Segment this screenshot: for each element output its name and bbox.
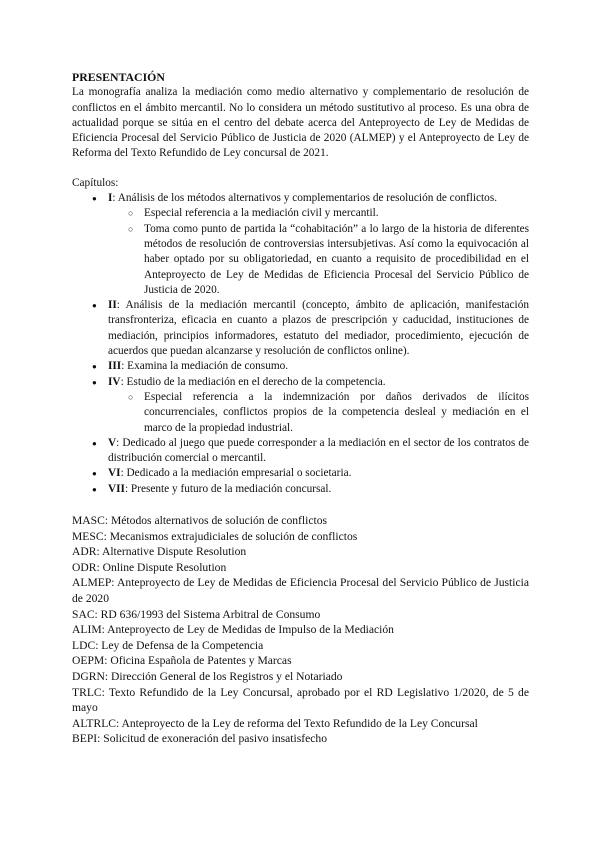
abbreviation-entry: TRLC: Texto Refundido de la Ley Concursal, aprobado por el RD Legislativo 1/2020, de 5 de mayo xyxy=(72,685,529,715)
chapter-text: : Análisis de la mediación mercantil (concepto, ámbito de aplicación, manifestación transfronteriza, eficacia en cuanto a plazos de prescripción y caducidad, instituciones de mediación, principios informadores, estatuto del mediador, procedimiento, ejecución de acuerdos que puedan alcanzarse y resolución de conflictos online). xyxy=(108,299,529,358)
chapter-text: : Examina la mediación de consumo. xyxy=(121,360,289,373)
chapter-number: I xyxy=(108,192,113,205)
chapters-list xyxy=(72,191,529,497)
abbreviation-entry: LDC: Ley de Defensa de la Competencia xyxy=(72,638,264,652)
chapters-heading: Capítulos: xyxy=(72,176,119,189)
chapter-number: VII xyxy=(108,482,125,495)
chapter-number: VI xyxy=(108,467,121,480)
intro-paragraph: La monografía analiza la mediación como medio alternativo y complementario de resolución de conflictos en el ámbito mercantil. No lo considera un método sustitutivo al proceso. Es una obra de actualidad porque se sitúa en el centro del debate acerca del Anteproyecto de Ley de Medidas de Eficiencia Procesal del Servicio Público de Justicia de 2020 (ALMEP) y el Anteproyecto de Ley de Reforma del Texto Refundido de Ley concursal de 2021. xyxy=(72,86,529,160)
chapter-item xyxy=(72,482,529,497)
chapter-text: : Análisis de los métodos alternativos y complementarios de resolución de conflictos. xyxy=(112,192,498,205)
abbreviation-entry: ALTRLC: Anteproyecto de la Ley de reforma del Texto Refundido de la Ley Concursal xyxy=(72,716,478,730)
chapter-number: II xyxy=(108,299,117,312)
abbreviations-list xyxy=(72,513,529,747)
chapter-subitem: ○ Especial referencia a la mediación civil y mercantil. xyxy=(108,206,529,221)
abbreviation-entry: ODR: Online Dispute Resolution xyxy=(72,560,227,574)
chapter-item xyxy=(72,375,529,436)
chapter-sublist xyxy=(108,390,529,436)
abbreviation-entry: ALIM: Anteproyecto de Ley de Medidas de Impulso de la Mediación xyxy=(72,623,394,637)
abbreviation-entry: MASC: Métodos alternativos de solución de conflictos xyxy=(72,514,328,528)
document-page xyxy=(72,70,529,747)
abbreviation-entry: ADR: Alternative Dispute Resolution xyxy=(72,545,247,559)
chapter-sublist xyxy=(108,206,529,298)
spacer xyxy=(72,162,529,176)
chapter-subitem: ○ Toma como punto de partida la “cohabitación” a lo largo de la historia de diferentes métodos de resolución de controversias intersubjetivas. Así como la equivocación al haber optado por su obligatoriedad, en cuanto a requisito de procedibilidad en el Anteproyecto de Ley de Medidas de Eficiencia Procesal del Servicio Público de Justicia de 2020. xyxy=(108,222,529,298)
abbreviation-entry: ALMEP: Anteproyecto de Ley de Medidas de Eficiencia Procesal del Servicio Público de Justicia de 2020 xyxy=(72,576,529,605)
chapter-number: III xyxy=(108,360,122,373)
page-title: PRESENTACIÓN xyxy=(72,70,165,84)
chapter-text: : Estudio de la mediación en el derecho de la competencia. xyxy=(120,375,386,388)
abbreviation-entry: SAC: RD 636/1993 del Sistema Arbitral de Consumo xyxy=(72,607,321,621)
abbreviation-entry: DGRN: Dirección General de los Registros y el Notariado xyxy=(72,669,343,683)
abbreviation-entry: MESC: Mecanismos extrajudiciales de solución de conflictos xyxy=(72,529,358,543)
chapter-item xyxy=(72,191,529,298)
abbreviation-entry: BEPI: Solicitud de exoneración del pasivo insatisfecho xyxy=(72,732,328,746)
chapter-text: : Presente y futuro de la mediación concursal. xyxy=(124,482,332,495)
chapter-item xyxy=(72,359,529,374)
abbreviation-entry: OEPM: Oficina Española de Patentes y Marcas xyxy=(72,654,292,668)
chapter-item xyxy=(72,436,529,467)
chapter-item xyxy=(72,466,529,481)
chapter-number: V xyxy=(108,436,117,449)
chapter-item xyxy=(72,298,529,359)
chapter-number: IV xyxy=(108,375,121,388)
chapter-text: : Dedicado al juego que puede corresponder a la mediación en el sector de los contratos de distribución comercial o mercantil. xyxy=(108,436,529,465)
chapter-text: : Dedicado a la mediación empresarial o societaria. xyxy=(120,467,352,480)
chapter-subitem: ○ Especial referencia a la indemnización por daños derivados de ilícitos concurrenciales, conflictos propios de la competencia desleal y mediación en el marco de la propiedad industrial. xyxy=(108,390,529,436)
